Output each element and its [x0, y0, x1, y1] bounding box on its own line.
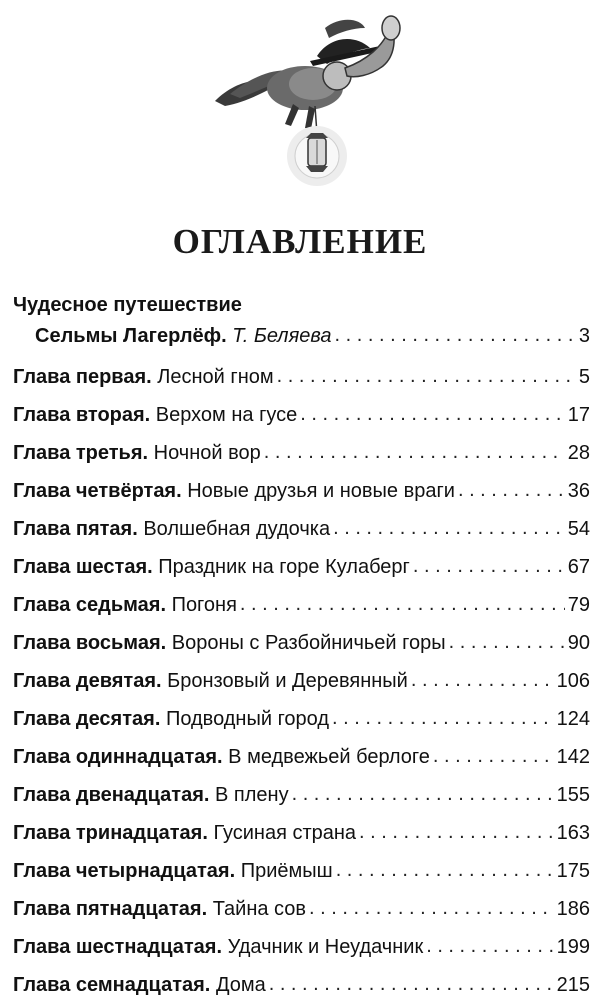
- dot-leader: [458, 471, 565, 509]
- page-number: 17: [567, 404, 590, 426]
- page-title: ОГЛАВЛЕНИЕ: [172, 222, 428, 261]
- page-number: 163: [556, 822, 590, 844]
- chapter-label: Глава четырнадцатая.: [13, 860, 236, 882]
- chapter-label: Глава семнадцатая.: [13, 974, 211, 996]
- dot-leader: [426, 927, 553, 965]
- toc-entry[interactable]: [13, 396, 590, 434]
- toc-entry[interactable]: [13, 814, 590, 852]
- toc-entry[interactable]: [13, 662, 590, 700]
- toc-entry[interactable]: [13, 966, 590, 1004]
- page-number: 175: [556, 860, 590, 882]
- chapter-label: Глава десятая.: [13, 708, 161, 730]
- chapter-label: Глава седьмая.: [13, 594, 166, 616]
- dot-leader: [411, 661, 554, 699]
- toc-entry[interactable]: [13, 472, 590, 510]
- dot-leader: [292, 775, 554, 813]
- chapter-label: Глава вторая.: [13, 404, 151, 426]
- page-number: 124: [556, 708, 590, 730]
- page-number: 36: [567, 480, 590, 502]
- gnome-illustration-icon: [205, 6, 410, 196]
- page-number: 54: [567, 518, 590, 540]
- toc-entry-intro[interactable]: [13, 318, 590, 354]
- page-number: 67: [567, 556, 590, 578]
- toc-entry[interactable]: [13, 624, 590, 662]
- chapter-label: Глава девятая.: [13, 670, 162, 692]
- chapter-title: Волшебная дудочка: [143, 518, 331, 540]
- dot-leader: [240, 585, 565, 623]
- dot-leader: [449, 623, 565, 661]
- toc-entry[interactable]: [13, 358, 590, 396]
- chapter-label: Глава первая.: [13, 366, 152, 388]
- dot-leader: [335, 317, 576, 353]
- toc-entry[interactable]: [13, 776, 590, 814]
- chapter-label: Глава пятнадцатая.: [13, 898, 208, 920]
- chapter-title: В медвежьей берлоге: [228, 746, 430, 768]
- dot-leader: [413, 547, 565, 585]
- chapter-title: Приёмыш: [240, 860, 333, 882]
- toc-entry[interactable]: [13, 510, 590, 548]
- chapter-title: Вороны с Разбойничьей горы: [171, 632, 446, 654]
- toc-entry[interactable]: [13, 434, 590, 472]
- chapter-title: Подводный город: [165, 708, 330, 730]
- chapter-label: Глава шестнадцатая.: [13, 936, 223, 958]
- dot-leader: [359, 813, 554, 851]
- page-number: 142: [556, 746, 590, 768]
- chapter-title: Праздник на горе Кулаберг: [158, 556, 410, 578]
- page-number: 186: [556, 898, 590, 920]
- chapter-title: Верхом на гусе: [155, 404, 298, 426]
- toc-entry[interactable]: [13, 928, 590, 966]
- dot-leader: [300, 395, 564, 433]
- dot-leader: [332, 699, 554, 737]
- dot-leader: [309, 889, 554, 927]
- page-number: 155: [556, 784, 590, 806]
- dot-leader: [333, 509, 565, 547]
- toc-entry[interactable]: [13, 586, 590, 624]
- page-number: 106: [556, 670, 590, 692]
- chapter-title: Гусиная страна: [213, 822, 357, 844]
- intro-author-name: Т. Беляева: [232, 325, 332, 347]
- page-number: 215: [556, 974, 590, 996]
- chapter-title: Тайна сов: [212, 898, 307, 920]
- intro-title-line1: Чудесное путешествие: [13, 294, 242, 316]
- chapter-label: Глава шестая.: [13, 556, 153, 578]
- chapter-title: Ночной вор: [153, 442, 261, 464]
- dot-leader: [269, 965, 554, 1003]
- toc-entry[interactable]: [13, 738, 590, 776]
- chapter-label: Глава тринадцатая.: [13, 822, 208, 844]
- chapter-title: Бронзовый и Деревянный: [167, 670, 408, 692]
- chapter-label: Глава четвёртая.: [13, 480, 182, 502]
- page-number: 3: [578, 325, 590, 347]
- chapter-title: Новые друзья и новые враги: [187, 480, 455, 502]
- dot-leader: [336, 851, 554, 889]
- chapter-title: В плену: [215, 784, 289, 806]
- toc-entry[interactable]: [13, 890, 590, 928]
- chapter-title: Удачник и Неудачник: [227, 936, 424, 958]
- chapter-label: Глава восьмая.: [13, 632, 167, 654]
- table-of-contents: [13, 292, 590, 1004]
- toc-entry[interactable]: [13, 852, 590, 890]
- toc-entry[interactable]: [13, 700, 590, 738]
- page-number: 5: [578, 366, 590, 388]
- chapter-title: Погоня: [171, 594, 237, 616]
- page-number: 199: [556, 936, 590, 958]
- chapter-label: Глава одиннадцатая.: [13, 746, 223, 768]
- toc-entry[interactable]: [13, 548, 590, 586]
- dot-leader: [264, 433, 565, 471]
- chapter-label: Глава третья.: [13, 442, 149, 464]
- dot-leader: [433, 737, 554, 775]
- chapter-label: Глава пятая.: [13, 518, 138, 540]
- dot-leader: [277, 357, 576, 395]
- page-number: 79: [567, 594, 590, 616]
- chapter-label: Глава двенадцатая.: [13, 784, 210, 806]
- page-number: 28: [567, 442, 590, 464]
- page-number: 90: [567, 632, 590, 654]
- chapter-title: Лесной гном: [157, 366, 274, 388]
- chapter-title: Дома: [215, 974, 266, 996]
- intro-author-label: Сельмы Лагерлёф.: [35, 325, 227, 347]
